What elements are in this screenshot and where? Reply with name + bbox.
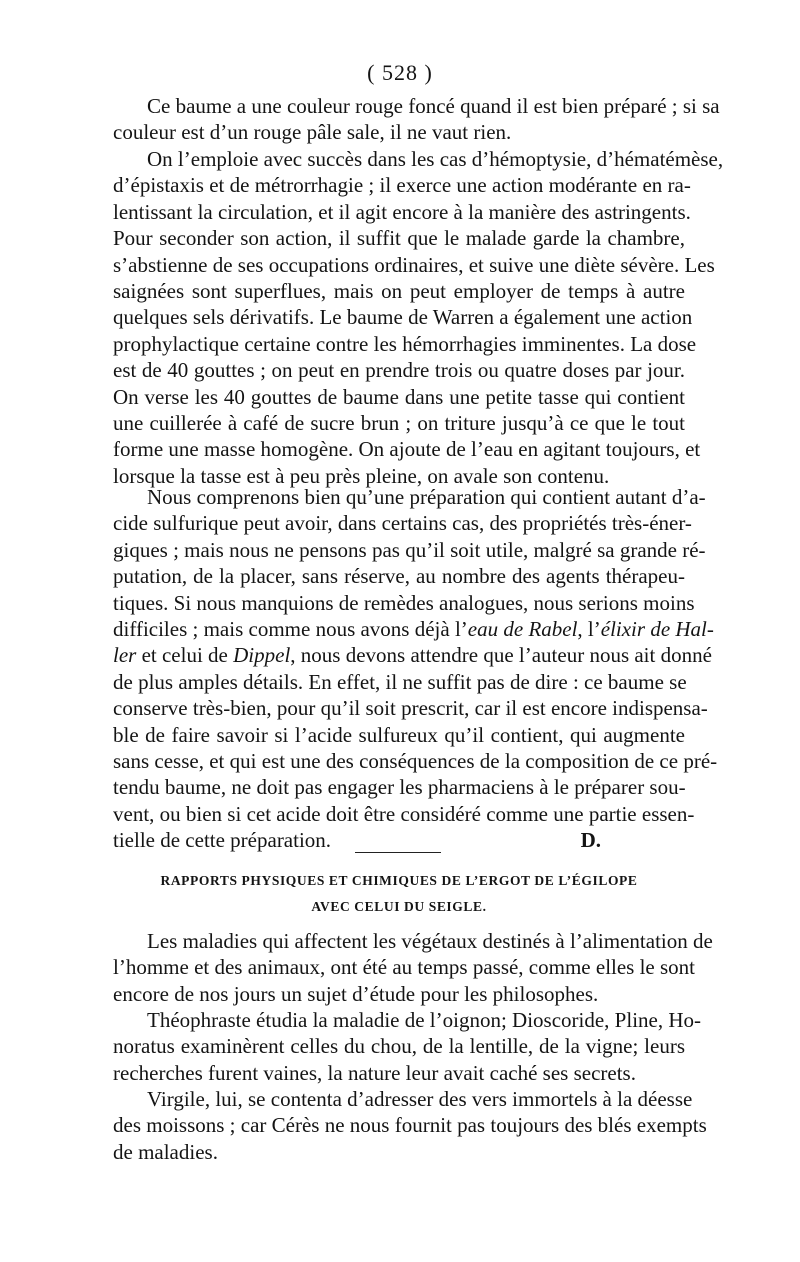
text-line: encore de nos jours un sujet d’étude pour les philosophes. [113,981,599,1006]
text-line-with-italics [113,616,714,642]
text-line: s’abstienne de ses occupations ordinaires, et suive une diète sévère. Les [113,252,715,277]
text-line: Les maladies qui affectent les végétaux destinés à l’alimentation de [147,929,713,953]
paragraph-emploi [113,146,724,489]
text-line: Virgile, lui, se contenta d’adresser des vers immortels à la déesse [147,1087,693,1111]
text-line: des moissons ; car Cérès ne nous fournit pas toujours des blés exempts [113,1113,707,1138]
text-line: tiques. Si nous manquions de remèdes analogues, nous serions moins [113,590,695,615]
text-line: Théophraste étudia la maladie de l’oignon; Dioscoride, Pline, Ho- [147,1008,702,1032]
section-heading-line1: RAPPORTS PHYSIQUES ET CHIMIQUES DE L’ERGOT DE L’ÉGILOPE [160,873,638,888]
text-line: de plus amples détails. En effet, il ne suffit pas de dire : ce baume se [113,669,687,694]
text-line: noratus examinèrent celles du chou, de la lentille, de la vigne; leurs [113,1034,685,1059]
text-run: , nous devons attendre que l’auteur nous ait donné [290,643,712,668]
text-line: ble de faire savoir si l’acide sulfureux qu’il contient, qui augmente [113,722,685,747]
text-line-last [113,827,685,853]
paragraph-critique [113,484,718,854]
text-line: lorsque la tasse est à peu près pleine, on avale son contenu. [113,463,610,488]
italic-remedy-name: Dippel [233,643,291,668]
text-line: Ce baume a une couleur rouge foncé quand il est bien préparé ; si sa [147,94,720,118]
text-line: forme une masse homogène. On ajoute de l’eau en agitant toujours, et [113,437,701,462]
text-line: giques ; mais nous ne pensons pas qu’il soit utile, malgré sa grande ré- [113,537,706,562]
text-line: quelques sels dérivatifs. Le baume de Warren a également une action [113,305,693,330]
text-run: , l’ [577,617,601,642]
text-line: Pour seconder son action, il suffit que le malade garde la chambre, [113,226,685,251]
paragraph-theophraste [113,1007,702,1086]
text-line: l’homme et des animaux, ont été au temps passé, comme elles le sont [113,955,696,980]
author-signature: D. [580,828,601,853]
text-line: Nous comprenons bien qu’une préparation qui contient autant d’a- [147,485,706,509]
text-line: cide sulfurique peut avoir, dans certains cas, des propriétés très-éner- [113,511,692,536]
section-heading-line2: AVEC CELUI DU SEIGLE. [311,899,487,914]
text-line: On verse les 40 gouttes de baume dans une petite tasse qui contient [113,384,685,409]
text-run: tielle de cette préparation. [113,828,332,853]
paragraph-maladies-vegetaux [113,928,713,1007]
text-line: vent, ou bien si cet acide doit être considéré comme une partie essen- [113,801,695,826]
text-line: lentissant la circulation, et il agit encore à la manière des astringents. [113,199,691,224]
text-line: prophylactique certaine contre les hémorrhagies imminentes. La dose [113,331,697,356]
paragraph-virgile [113,1086,707,1165]
italic-remedy-name: eau de Rabel [467,617,578,642]
text-line: conserve très-bien, pour qu’il soit prescrit, car il est encore indispensa- [113,696,708,721]
text-line: d’épistaxis et de métrorrhagie ; il exerce une action modérante en ra- [113,173,691,198]
page-number: ( 528 ) [367,60,433,85]
text-line: de maladies. [113,1139,218,1164]
text-line: sans cesse, et qui est une des conséquences de la composition de ce pré- [113,749,718,774]
text-line-with-italics [113,642,712,668]
text-run: difficiles ; mais comme nous avons déjà l’ [113,617,468,642]
text-line: tendu baume, ne doit pas engager les pharmaciens à le préparer sou- [113,775,686,800]
text-line: couleur est d’un rouge pâle sale, il ne vaut rien. [113,120,512,145]
section-divider [355,852,441,853]
text-line: saignées sont superflues, mais on peut employer de temps à autre [113,279,685,304]
text-line: est de 40 gouttes ; on peut en prendre trois ou quatre doses par jour. [113,358,685,383]
paragraph-baume-couleur [113,93,720,146]
text-line: recherches furent vaines, la nature leur avait caché ses secrets. [113,1060,636,1085]
italic-remedy-name: ler [113,643,137,668]
text-line: putation, de la placer, sans réserve, au nombre des agents thérapeu- [113,564,685,589]
text-line: On l’emploie avec succès dans les cas d’hémoptysie, d’hématémèse, [147,147,724,171]
italic-remedy-name: élixir de Hal- [600,617,714,642]
text-run: et celui de [136,643,234,668]
text-line: une cuillerée à café de sucre brun ; on triture jusqu’à ce que le tout [113,411,685,436]
